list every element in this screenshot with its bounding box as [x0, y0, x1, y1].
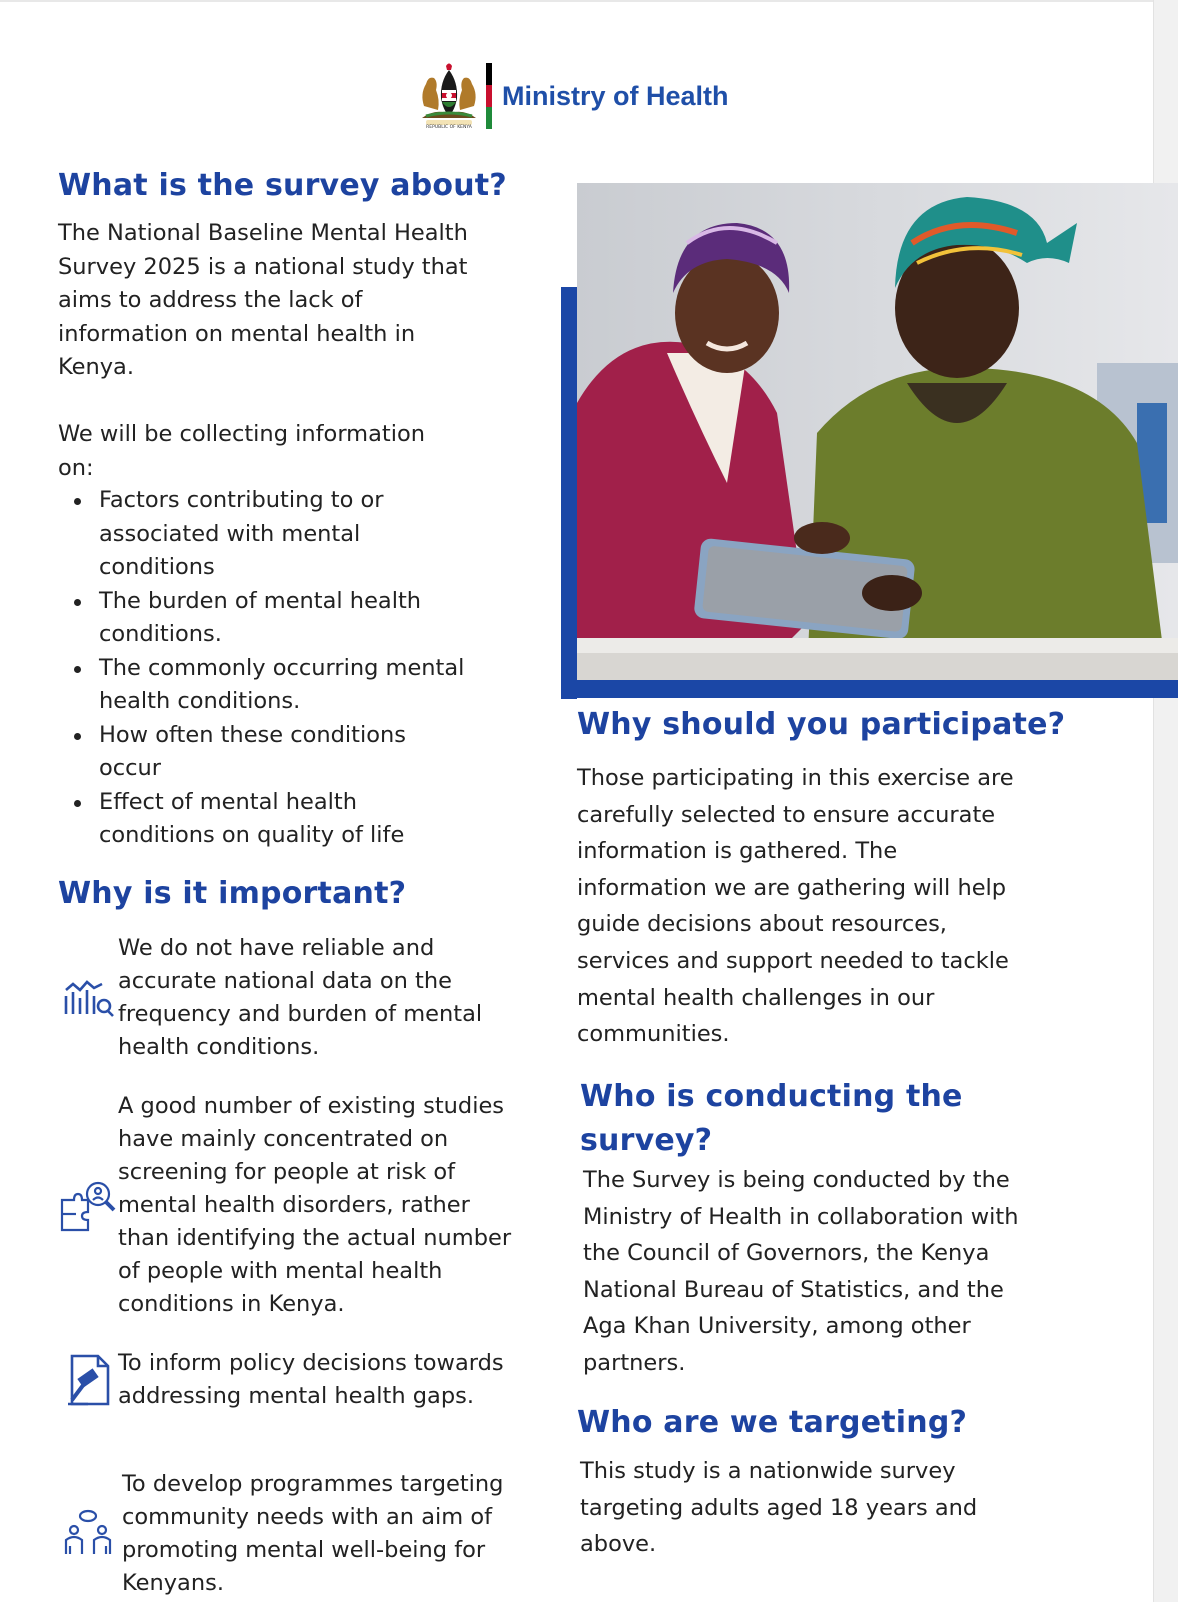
policy-document-icon: [58, 1350, 118, 1410]
photo-accent-bar: [561, 287, 577, 699]
photo-accent-bar: [561, 680, 1178, 698]
kenya-coat-of-arms-logo: [418, 60, 480, 132]
collecting-info-paragraph: We will be collecting information on:: [58, 421, 425, 481]
participate-heading: Why should you participate?: [577, 707, 1066, 742]
conducting-heading: Who is conducting the survey?: [580, 1079, 963, 1158]
importance-item-policy: [58, 1347, 504, 1413]
ministry-header: [418, 60, 729, 132]
list-item: How often these conditions occur: [58, 719, 464, 786]
importance-item-programmes: [58, 1468, 503, 1600]
kenya-flag-stripe-icon: [486, 63, 492, 129]
survey-about-heading: What is the survey about?: [58, 168, 507, 203]
importance-item-studies: [58, 1090, 511, 1321]
targeting-paragraph: This study is a nationwide survey targeting adults aged 18 years and above.: [580, 1458, 978, 1558]
targeting-heading: Who are we targeting?: [577, 1405, 968, 1440]
importance-heading: Why is it important?: [58, 876, 407, 911]
importance-text: To develop programmes targeting community needs with an aim of promoting mental well-being for Kenyans.: [122, 1471, 504, 1596]
data-chart-icon: [58, 968, 118, 1028]
importance-text: A good number of existing studies have mainly concentrated on screening for people at risk of mental health disorders, rather than identifying the actual number of people with mental health conditions in Kenya.: [118, 1093, 512, 1317]
puzzle-search-icon: [58, 1176, 118, 1236]
conducting-paragraph: The Survey is being conducted by the Ministry of Health in collaboration with the Council of Governors, the Kenya National Bureau of Statistics, and the Aga Khan University, among other partners.: [583, 1167, 1019, 1376]
participate-paragraph: Those participating in this exercise are carefully selected to ensure accurate information is gathered. The information we are gathering will help guide decisions about resources, services and support needed to tackle mental health challenges in our communities.: [577, 765, 1014, 1048]
importance-text: We do not have reliable and accurate national data on the frequency and burden of mental health conditions.: [118, 935, 483, 1060]
list-item: Factors contributing to or associated with mental conditions: [58, 484, 464, 585]
emblem-caption: REPUBLIC OF KENYA: [426, 125, 472, 130]
importance-text: To inform policy decisions towards addressing mental health gaps.: [118, 1350, 504, 1409]
list-item: Effect of mental health conditions on quality of life: [58, 786, 464, 853]
two-women-with-tablet-photo: [577, 183, 1178, 680]
importance-item-data: [58, 932, 482, 1064]
list-item: The commonly occurring mental health conditions.: [58, 652, 464, 719]
list-item: The burden of mental health conditions.: [58, 585, 464, 652]
community-people-icon: [58, 1504, 118, 1564]
survey-intro-paragraph: The National Baseline Mental Health Survey 2025 is a national study that aims to address the lack of information on mental health in Kenya.: [58, 220, 468, 380]
collecting-topics-list: [58, 484, 464, 853]
ministry-title: Ministry of Health: [502, 80, 729, 111]
page-top-border: [0, 0, 1178, 2]
